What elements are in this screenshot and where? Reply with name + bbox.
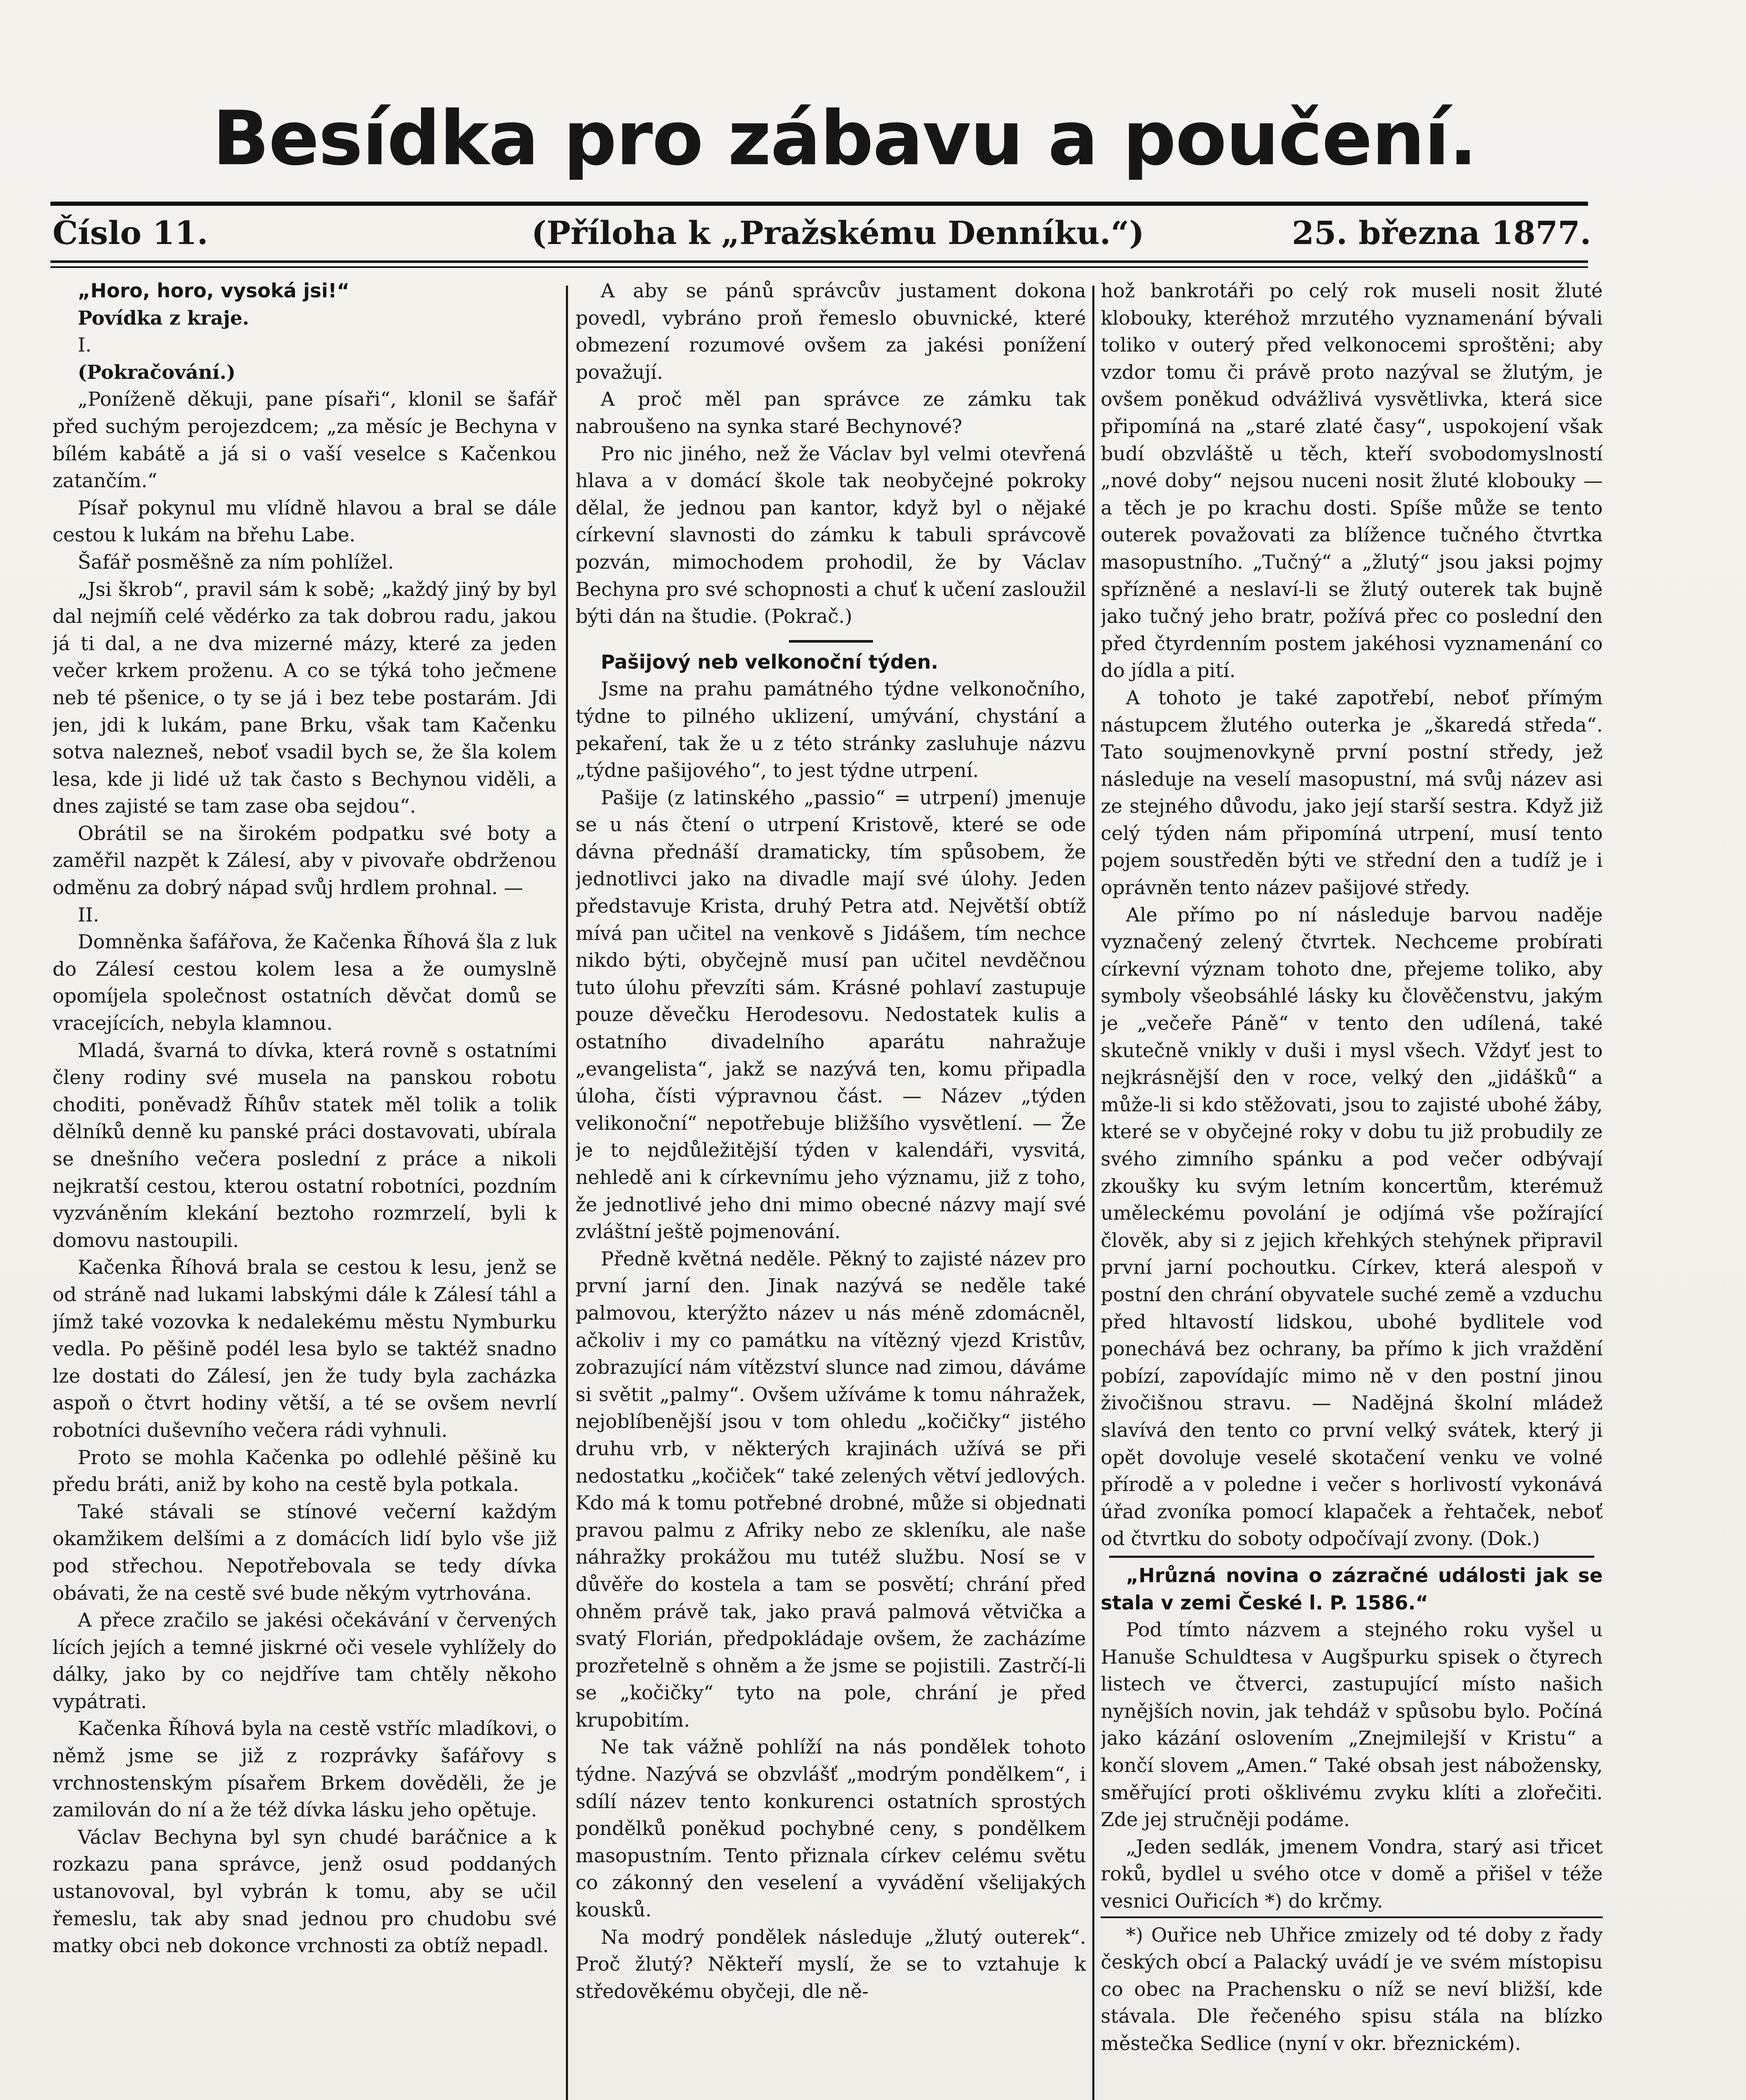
paragraph: Šafář posměšně za ním pohlížel. [78,550,394,573]
issue-line [53,212,1591,254]
column-3 [1101,277,1603,2100]
paragraph: Kačenka Říhová byla na cestě vstříc mladíkovi, o němž jsme se již z rozprávky šafářovy s vrchnostenským písařem Brkem dověděli, že je zamilován do ní a že též dívka lásku jeho opětuje. [53,1717,557,1822]
paragraph: Obrátil se na širokém podpatku své boty a zaměřil nazpět k Zálesí, aby v pivovaře obdrženou odměnu za dobrý nápad svůj hrdlem prohnal. — [53,822,557,899]
footnote-rule [1101,1916,1603,1918]
column-1 [53,277,557,2100]
story-part-1: I. [78,333,92,357]
story-part-2: II. [78,903,99,926]
story-subtitle: Povídka z kraje. [78,306,250,329]
masthead-title: Besídka pro zábavu a poučení. [212,95,1477,182]
section-title-news: „Hrůzná novina o zázračné události jak se stala v zemi České l. P. 1586.“ [1101,1564,1603,1614]
paragraph: „Poníženě děkuji, pane písaři“, klonil se šafář před suchým perojezdcem; „za měsíc je Bechyna v bílém kabátě a já si o vaší veselce s Kačenkou zatančím.“ [53,388,557,492]
issue-number: Číslo 11. [53,214,208,252]
paragraph: Také stávali se stínové večerní každým okamžikem delšími a z domácích lidí bylo vše již pod střechou. Nepotřebovala se tedy dívka obávati, že na cestě své bude někým vytrhována. [53,1500,557,1604]
paragraph: A přece zračilo se jakési očekávání v červených lících jejích a temné jiskrné oči vesele vyhlížely do dálky, jako by co nejdříve tam chtěly někoho vypátrati. [53,1609,557,1713]
paragraph: A tohoto je také zapotřebí, neboť přímým nástupcem žlutého outerka je „škaredá středa“. Tato soujmenovkyně první postní středy, jež následuje na veselí masopustní, má svůj název asi ze stejného důvodu, jako její starší sestra. Když již celý týden nám připomíná utrpení, musí tento pojem soustředěn býti ve střední den a tudíž je i oprávněn tento název pašijové středy. [1101,686,1603,899]
column-divider-1 [566,286,568,2100]
paragraph: Na modrý pondělek následuje „žlutý outerek“. Proč žlutý? Někteří myslí, že se to vztahuje k středověkému obyčeji, dle ně- [576,1925,1086,2003]
section-separator [789,640,873,643]
masthead-rule [50,202,1588,206]
paragraph: Pod tímto názvem a stejného roku vyšel u Hanuše Schuldtesa v Augšpurku spisek o čtyrech listech ve čtverci, zastupující místo našich nynějších novin, jak tehdáž v spůsobu bylo. Počíná jako kázání oslovením „Znejmilejší v Kristu“ a končí slovem „Amen.“ Také obsah jest nábožensky, směřující proti ošklivému zvyku klíti a zlořečiti. Zde jej stručněji podáme. [1101,1618,1603,1831]
story-title: „Horo, horo, vysoká jsi!“ [78,279,350,302]
paragraph: Ale přímo po ní následuje barvou naděje vyznačený zelený čtvrtek. Nechceme probírati církevní význam tohoto dne, přejeme toliko, aby symboly všeobsáhlé lásky ku člověčenstvu, jakým je „večeře Páně“ v tento den udílená, také skutečně vnikly v duši i mysl všech. Vždyť jest to nejkrásnější den v roce, velký den „jidášků“ a může-li si kdo stěžovati, jsou to zajisté ubohé žáby, které se v obyčejné roky v dobu tu již probudily ze svého zimního spánku a pod večer odbývají zkoušky ku svým letním koncertům, kterémuž uměleckému povolání je odjímá vše požírající člověk, aby si z jejich křehkých stehýnek připravil první jarní pochoutku. Církev, která alespoň v postní den chrání obyvatele suché země a vzduchu před hltavostí lidskou, ubohé bydlitele vod ponechává bez ochrany, ba přímo k jich vraždění pobízí, zapovídajíc mimo ně v den postní jinou živočišnou stravu. — Nadějná školní mládež slavívá den tento co první velký svátek, který ji opět dovoluje veselé skotačení venku ve volné přírodě a v poledne i večer s horlivostí vykonává úřad zvoníka pomocí klapaček a řehtaček, neboť od čtvrtku do soboty odpočívají zvony. (Dok.) [1101,903,1603,1550]
paragraph: Kačenka Říhová brala se cestou k lesu, jenž se od stráně nad lukami labskými dále k Zálesí táhl a jímž také vozovka k nedalekému městu Nymburku vedla. Po pěšině podél lesa bylo se taktéž snadno lze dostati do Zálesí, jen že tudy byla zacházka aspoň o čtvrt hodiny větší, a té se ovšem nevrlí robotníci duševního večera rádi vyhnuli. [53,1256,557,1441]
column-2 [576,277,1086,2100]
section-title-easter-week: Pašijový neb velkonoční týden. [601,650,939,673]
paragraph: Jsme na prahu památného týdne velkonočního, týdne to pilného uklizení, umývání, chystání a pekaření, tak že u z této stránky zasluhuje názvu „týdne pašijového“, to jest týdne utrpení. [576,677,1086,782]
paragraph: Pašije (z latinského „passio“ = utrpení) jmenuje se u nás čtení o utrpení Kristově, které se ode dávna přednáší dramaticky, tím spůsobem, že jednotlivci jako na divadle mají své úlohy. Jeden představuje Krista, druhý Petra atd. Největší obtíž mívá pan učitel na venkově s Jidášem, tím nechce nikdo býti, obyčejně musí pan učitel nevděčnou tuto úlohu převzíti sám. Krásné pohlaví zastupuje pouze děvečku Herodesovu. Nedostatek kulis a ostatního divadelního aparátu nahražuje „evangelista“, jakž se nazývá ten, komu připadla úloha, čísti výpravnou část. — Název „týden velikonoční“ nepotřebuje bližšího vysvětlení. — Že je to nejdůležitější týden v kalendáři, vysvitá, nehledě ani k církevnímu jeho významu, již z toho, že jednotlivé jeho dni mimo obecné názvy mají své zvláštní ještě pojmenování. [576,786,1086,1243]
paragraph: Proto se mohla Kačenka po odlehlé pěšině ku předu bráti, aniž by koho na cestě byla potkala. [53,1446,557,1496]
column-divider-2 [1092,286,1094,2100]
issue-rule-bottom [50,266,1588,268]
issue-rule-top [50,260,1588,263]
footnote: *) Ouřice neb Uhřice zmizely od té doby z řady českých obcí a Palacký uvádí je ve svém místopisu co obec na Prachensku o níž se neví bližší, kde stávala. Dle řečeného spisu stála na blízko městečka Sedlice (nyní v okr. březnickém). [1101,1923,1603,2055]
paragraph: „Jeden sedlák, jmenem Vondra, starý asi třicet roků, bydlel u svého otce v domě a přišel v téže vesnici Ouřicích *) do krčmy. [1101,1835,1603,1913]
paragraph: Václav Bechyna byl syn chudé baráčnice a k rozkazu pana správce, jenž osud poddaných ustanovoval, byl vybrán k tomu, aby se učil řemeslu, tak aby snad jednou pro chudobu své matky obci neb dokonce vrchnosti za obtíž nepadl. [53,1825,557,1957]
paragraph: A proč měl pan správce ze zámku tak nabroušeno na synka staré Bechynové? [576,388,1086,438]
paragraph: A aby se pánů správcův justament dokona povedl, vybráno proň řemeslo obuvnické, které obmezení rozumové ovšem za jakési ponížení považují. [576,279,1086,383]
paragraph: Mladá, švarná to dívka, která rovně s ostatními členy rodiny své musela na panskou robotu choditi, poněvadž Říhův statek měl tolik a tolik dělníků denně ku panské práci dostavovati, ubírala se dnešního večera poslední z práce a nikoli nejkratší cestou, kterou ostatní robotníci, pozdním vyzváněním klekání beztoho rozmrzelí, byli k domovu nastoupili. [53,1039,557,1252]
paragraph: Domněnka šafářova, že Kačenka Říhová šla z luk do Zálesí cestou kolem lesa a že oumyslně opomíjela společnost ostatních děvčat domů se vracejících, nebyla klamnou. [53,930,557,1035]
paragraph: Pro nic jiného, než že Václav byl velmi otevřená hlava a v domácí škole tak neobyčejné pokroky dělal, že jednou pan kantor, když byl o nějaké církevní slavnosti do zámku k tabuli správcově pozván, mimochodem prohodil, že by Václav Bechyna pro své schopnosti a chuť k učení zasloužil býti dán na študie. (Pokrač.) [576,442,1086,628]
issue-date: 25. března 1877. [1292,214,1591,252]
paragraph: Ne tak vážně pohlíží na nás pondělek tohoto týdne. Nazývá se obzvlášť „modrým pondělkem“, i sdílí název tento konkurenci ostatních sprostých pondělků poněkud pochybné ceny, s pondělkem masopustním. Tento přiznala církev celému světu co zákonný den veselení a vyvádění všelijakých kousků. [576,1735,1086,1922]
paragraph: Předně květná neděle. Pěkný to zajisté název pro první jarní den. Jinak nazývá se neděle také palmovou, kterýžto název u nás méně zdomácněl, ačkoliv i my co památku na vítězný vjezd Kristův, zobrazující nám vítězství slunce nad zimou, dáváme si světit „palmy“. Ovšem užíváme k tomu náhražek, nejoblíbenější jsou v tom ohledu „kočičky“ jistého druhu vrb, v některých krajinách užívá se při nedostatku „kočiček“ také zelených větví jedlových. Kdo má k tomu potřebné drobné, může si objednati pravou palmu z Afriky nebo ze skleníku, ale naše náhražky prokážou mu tutéž službu. Nosí se v důvěře do kostela a tam se posvětí; chrání před ohněm právě tak, jako pravá palmová větvička a svatý Florián, předpokládaje ovšem, že zacházíme prozřetelně s ohněm a že jsme se pojistili. Zastrčí-li se „kočičky“ tyto na pole, chrání je před krupobitím. [576,1247,1086,1731]
paragraph: hož bankrotáři po celý rok museli nosit žluté klobouky, kteréhož mrzutého vyznamenání bývali tolikо v outerý před velkonocemi sproštěni; aby vzdor tomu či právě proto nazýval se žlutým, je ovšem poněkud odvážlivá vysvětlivka, která sice připomíná na „staré zlaté časy“, uspokojení však budí obzvláště u těch, kteří svobodomyslností „nové doby“ nejsou nuceni nosit žluté klobouky — a těch je po krachu dosti. Spíše může se tento outerek považovati za blížence tučného čtvrtka masopustního. „Tučný“ a „žlutý“ jsou jaksi pojmy spřízněné a neslaví-li se žlutý outerek tak bujně jako tučný jeho bratr, požívá přec co poslední den před čtyrdenním postem jakéhosi vyznamenání co do jídla a pití. [1101,279,1603,682]
paragraph: Písař pokynul mu vlídně hlavou a bral se dále cestou k lukám na břehu Labe. [53,496,557,546]
section-separator [1109,1556,1594,1558]
issue-supplement: (Příloha k „Pražskému Denníku.“) [531,214,1144,252]
paragraph: „Jsi škrob“, pravil sám k sobě; „každý jiný by byl dal nejmíň celé vědérko za tak dobrou radu, jakou já ti dal, a ne dva mizerné mázy, které za jeden večer krkem proženu. A co se týká toho ječmene neb té pšenice, o ty se já i bez tebe postarám. Jdi jen, jdi k lukám, pane Brku, však tam Kačenku sotva nalezneš, neboť vsadil bych se, že šla kolem lesa, kde ji lidé už tak často s Bechynou viděli, a dnes zajisté se tam zase oba sejdou“. [53,578,557,818]
story-continued: (Pokračování.) [78,360,236,383]
